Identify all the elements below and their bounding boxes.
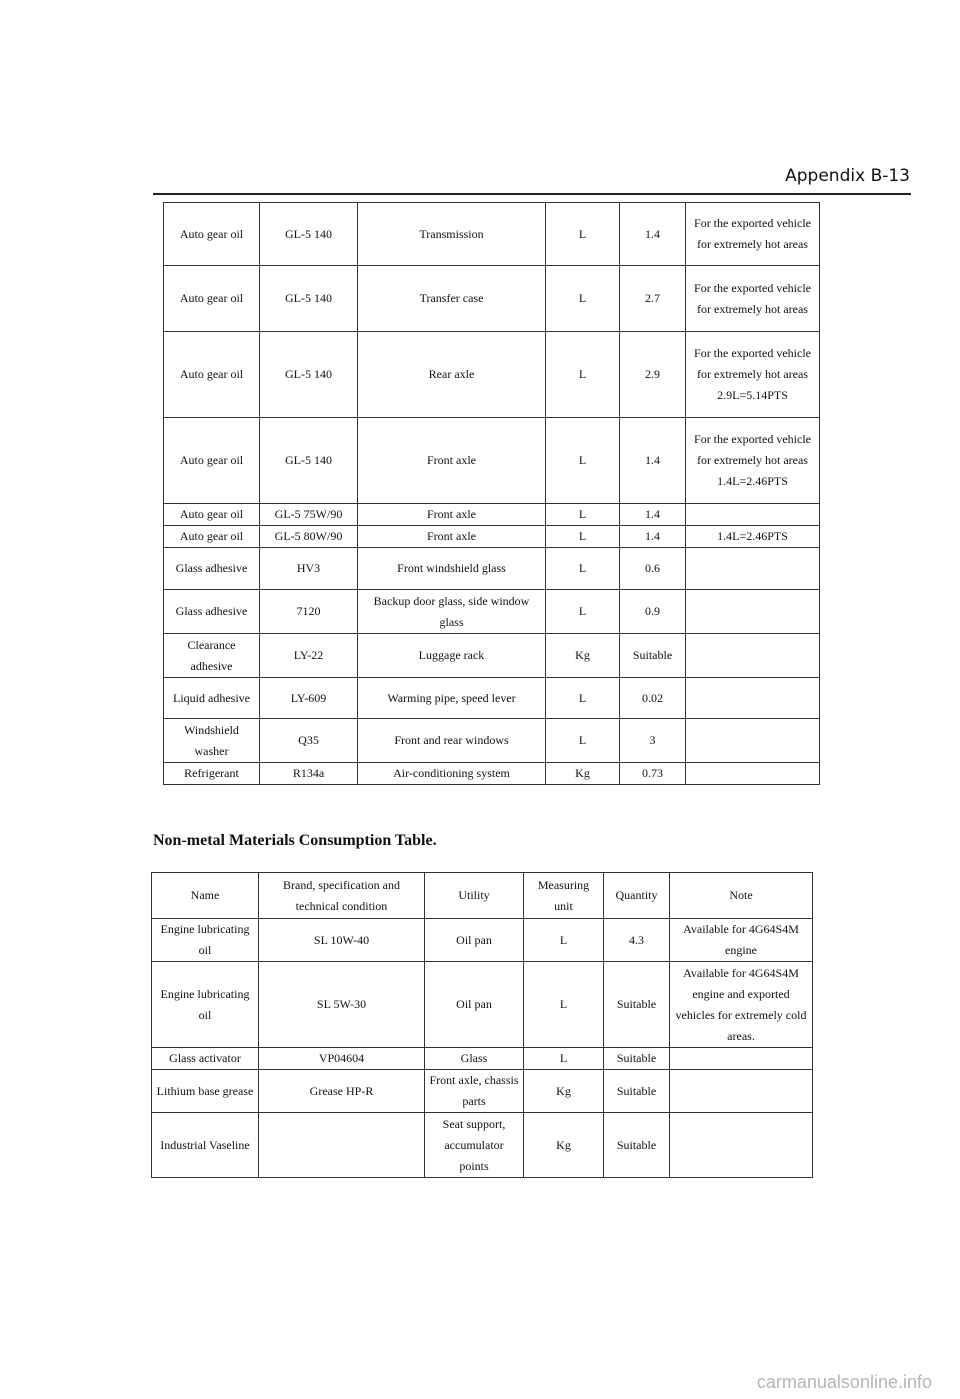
table-cell: Front axle — [358, 504, 546, 526]
table-cell: 1.4L=2.46PTS — [686, 526, 820, 548]
watermark: carmanualsonline.info — [756, 1372, 932, 1392]
table-cell: Kg — [546, 763, 620, 785]
table-cell: R134a — [260, 763, 358, 785]
table-cell: Transmission — [358, 203, 546, 266]
table-row — [164, 203, 820, 266]
table-cell: Q35 — [260, 719, 358, 763]
table-cell: 7120 — [260, 590, 358, 634]
table-row — [152, 919, 813, 962]
table-cell — [670, 1113, 813, 1178]
table-cell — [686, 590, 820, 634]
consumption-table-continued — [163, 202, 820, 785]
table-cell: Clearance adhesive — [164, 634, 260, 678]
table-cell: SL 10W-40 — [259, 919, 425, 962]
table-cell: GL-5 140 — [260, 203, 358, 266]
table-cell — [686, 548, 820, 590]
table-cell: 0.02 — [620, 678, 686, 719]
table-cell: 0.6 — [620, 548, 686, 590]
table-cell: 1.4 — [620, 526, 686, 548]
table-cell: Front windshield glass — [358, 548, 546, 590]
table-row — [164, 418, 820, 504]
table-cell: 1.4 — [620, 418, 686, 504]
table-cell: For the exported vehicle for extremely hot areas 1.4L=2.46PTS — [686, 418, 820, 504]
table-cell — [686, 678, 820, 719]
table-cell: 0.9 — [620, 590, 686, 634]
table-cell: Warming pipe, speed lever — [358, 678, 546, 719]
table-cell: Seat support, accumulator points — [425, 1113, 524, 1178]
table-cell: Auto gear oil — [164, 504, 260, 526]
column-header: Note — [670, 873, 813, 919]
table-cell — [686, 634, 820, 678]
column-header: Utility — [425, 873, 524, 919]
non-metal-materials-table — [151, 872, 813, 1178]
column-header: Measuring unit — [524, 873, 604, 919]
table-cell: 1.4 — [620, 504, 686, 526]
table-cell — [670, 1048, 813, 1070]
table-cell: Rear axle — [358, 332, 546, 418]
table-cell: For the exported vehicle for extremely hot areas 2.9L=5.14PTS — [686, 332, 820, 418]
column-header: Brand, specification and technical condition — [259, 873, 425, 919]
table-cell: L — [524, 1048, 604, 1070]
table-cell: 3 — [620, 719, 686, 763]
table-cell: Oil pan — [425, 962, 524, 1048]
table-cell: HV3 — [260, 548, 358, 590]
table-cell: Auto gear oil — [164, 526, 260, 548]
table-cell: Suitable — [604, 1070, 670, 1113]
table-cell: Transfer case — [358, 266, 546, 332]
table-cell: Windshield washer — [164, 719, 260, 763]
table-row — [152, 962, 813, 1048]
table-row — [164, 504, 820, 526]
table-cell: Front axle, chassis parts — [425, 1070, 524, 1113]
table-cell: Auto gear oil — [164, 266, 260, 332]
table-row — [152, 1113, 813, 1178]
table-cell — [259, 1113, 425, 1178]
table-row — [152, 1048, 813, 1070]
table-cell: Suitable — [620, 634, 686, 678]
table-cell: Engine lubricating oil — [152, 919, 259, 962]
table-cell: Industrial Vaseline — [152, 1113, 259, 1178]
table-cell: L — [546, 719, 620, 763]
table-row — [164, 678, 820, 719]
table-cell: L — [546, 678, 620, 719]
table-cell: L — [546, 548, 620, 590]
table-cell — [686, 504, 820, 526]
header-rule — [153, 193, 911, 195]
table-cell: Auto gear oil — [164, 418, 260, 504]
table-cell: Suitable — [604, 962, 670, 1048]
table-cell: GL-5 75W/90 — [260, 504, 358, 526]
table-cell: Front and rear windows — [358, 719, 546, 763]
table-cell: Kg — [546, 634, 620, 678]
table-cell: Refrigerant — [164, 763, 260, 785]
table-cell: Lithium base grease — [152, 1070, 259, 1113]
table-cell: Front axle — [358, 418, 546, 504]
table-cell: Available for 4G64S4M engine — [670, 919, 813, 962]
table-cell: Auto gear oil — [164, 332, 260, 418]
table-cell: Suitable — [604, 1113, 670, 1178]
table-cell: L — [546, 590, 620, 634]
table-cell: L — [546, 266, 620, 332]
table-cell: Glass activator — [152, 1048, 259, 1070]
table-row — [164, 266, 820, 332]
table-cell: Available for 4G64S4M engine and exported vehicles for extremely cold areas. — [670, 962, 813, 1048]
table-cell: For the exported vehicle for extremely hot areas — [686, 203, 820, 266]
table-row — [164, 548, 820, 590]
table-cell: Air-conditioning system — [358, 763, 546, 785]
table-cell: L — [546, 332, 620, 418]
table-cell: L — [524, 962, 604, 1048]
table-cell: 4.3 — [604, 919, 670, 962]
table-row — [164, 634, 820, 678]
table-cell: 2.7 — [620, 266, 686, 332]
table-cell: LY-22 — [260, 634, 358, 678]
table-cell: Glass — [425, 1048, 524, 1070]
table-cell: Suitable — [604, 1048, 670, 1070]
table-cell: SL 5W-30 — [259, 962, 425, 1048]
table-cell: L — [546, 504, 620, 526]
table-cell: 1.4 — [620, 203, 686, 266]
column-header: Name — [152, 873, 259, 919]
table-cell — [670, 1070, 813, 1113]
table-header-row — [152, 873, 813, 919]
section-heading: Non-metal Materials Consumption Table. — [153, 832, 437, 849]
table-cell: Kg — [524, 1113, 604, 1178]
column-header: Quantity — [604, 873, 670, 919]
table-cell: Luggage rack — [358, 634, 546, 678]
table-cell: GL-5 140 — [260, 418, 358, 504]
table-cell: Oil pan — [425, 919, 524, 962]
table-cell: Auto gear oil — [164, 203, 260, 266]
table-row — [164, 332, 820, 418]
table-row — [164, 719, 820, 763]
table-cell: Front axle — [358, 526, 546, 548]
table-cell: VP04604 — [259, 1048, 425, 1070]
table-cell: Glass adhesive — [164, 590, 260, 634]
table-cell: 0.73 — [620, 763, 686, 785]
table-cell: Kg — [524, 1070, 604, 1113]
table-cell: Liquid adhesive — [164, 678, 260, 719]
table-cell: Glass adhesive — [164, 548, 260, 590]
table-cell: GL-5 140 — [260, 332, 358, 418]
table-cell: L — [524, 919, 604, 962]
table-cell: L — [546, 203, 620, 266]
table-row — [164, 526, 820, 548]
table-cell: For the exported vehicle for extremely hot areas — [686, 266, 820, 332]
table-cell: Backup door glass, side window glass — [358, 590, 546, 634]
table-cell: L — [546, 418, 620, 504]
table-cell: 2.9 — [620, 332, 686, 418]
table-cell: GL-5 80W/90 — [260, 526, 358, 548]
table-row — [164, 763, 820, 785]
table-cell — [686, 763, 820, 785]
table-cell: Engine lubricating oil — [152, 962, 259, 1048]
table-cell: Grease HP-R — [259, 1070, 425, 1113]
table-cell: L — [546, 526, 620, 548]
table-cell: LY-609 — [260, 678, 358, 719]
table-cell: GL-5 140 — [260, 266, 358, 332]
table-row — [152, 1070, 813, 1113]
table-cell — [686, 719, 820, 763]
page-header-title: Appendix B-13 — [785, 166, 910, 186]
table-row — [164, 590, 820, 634]
